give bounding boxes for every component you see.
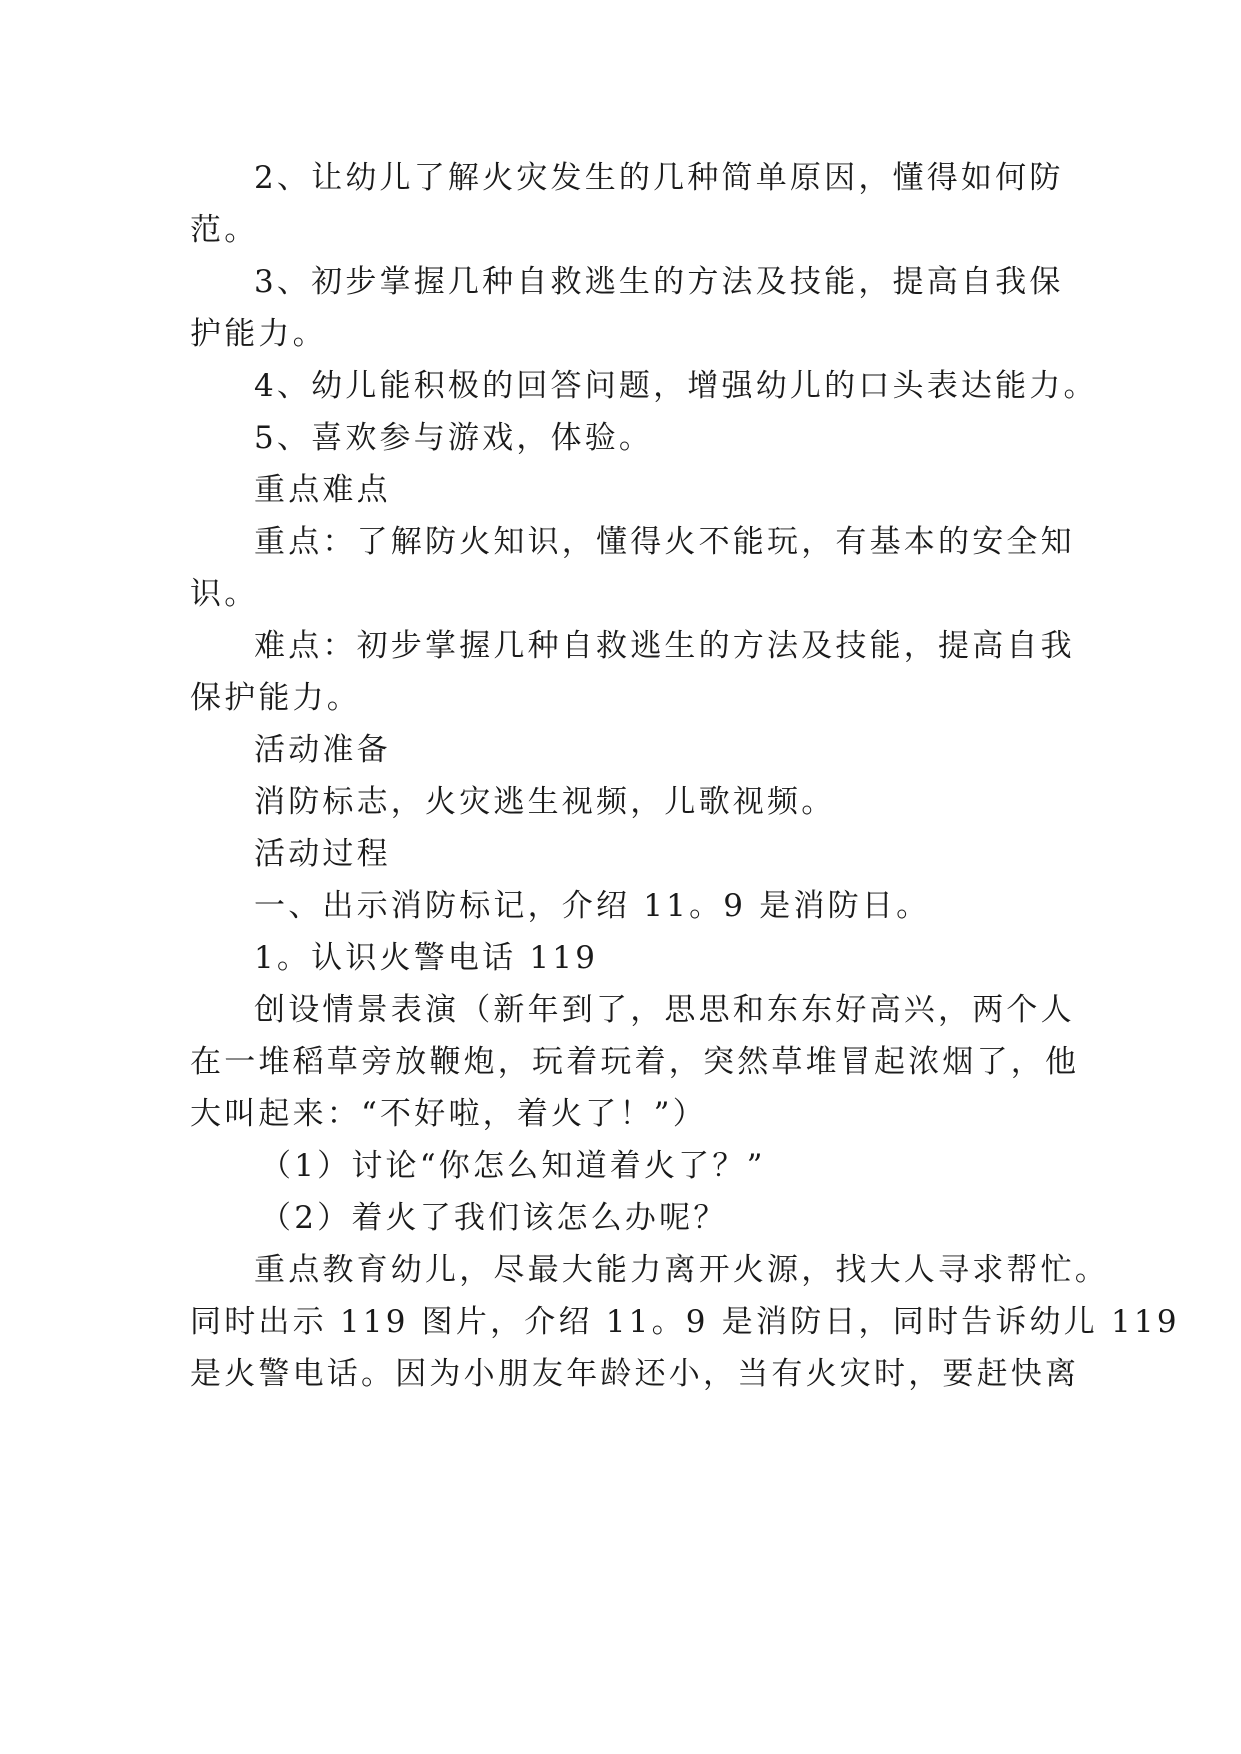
- paragraph-education-cont-2: 是火警电话。因为小朋友年龄还小，当有火灾时，要赶快离: [190, 1356, 1080, 1392]
- paragraph-goal-2-cont: 范。: [190, 212, 259, 248]
- paragraph-key-point-cont: 识。: [190, 576, 259, 612]
- paragraph-discussion-1: （1）讨论“你怎么知道着火了？”: [260, 1148, 766, 1184]
- paragraph-preparation: 消防标志，火灾逃生视频，儿歌视频。: [254, 784, 836, 820]
- paragraph-scenario: 创设情景表演（新年到了，思思和东东好高兴，两个人: [254, 992, 1075, 1028]
- paragraph-goal-3: 3、初步掌握几种自救逃生的方法及技能，提高自我保: [254, 264, 1064, 300]
- paragraph-step-one: 一、出示消防标记，介绍 11。9 是消防日。: [254, 888, 931, 924]
- paragraph-step-one-1: 1。认识火警电话 119: [254, 940, 599, 976]
- section-heading-preparation: 活动准备: [254, 732, 391, 768]
- paragraph-difficulty-cont: 保护能力。: [190, 680, 361, 716]
- paragraph-scenario-cont-1: 在一堆稻草旁放鞭炮，玩着玩着，突然草堆冒起浓烟了，他: [190, 1044, 1080, 1080]
- paragraph-goal-4: 4、幼儿能积极的回答问题，增强幼儿的口头表达能力。: [254, 368, 1098, 404]
- paragraph-education-cont-1: 同时出示 119 图片，介绍 11。9 是消防日，同时告诉幼儿 119: [190, 1304, 1180, 1340]
- paragraph-difficulty: 难点：初步掌握几种自救逃生的方法及技能，提高自我: [254, 628, 1075, 664]
- section-heading-process: 活动过程: [254, 836, 391, 872]
- paragraph-goal-3-cont: 护能力。: [190, 316, 327, 352]
- paragraph-scenario-cont-2: 大叫起来：“不好啦，着火了！”）: [190, 1096, 707, 1132]
- paragraph-key-point: 重点：了解防火知识，懂得火不能玩，有基本的安全知: [254, 524, 1075, 560]
- paragraph-goal-2: 2、让幼儿了解火灾发生的几种简单原因，懂得如何防: [254, 160, 1064, 196]
- paragraph-education: 重点教育幼儿，尽最大能力离开火源，找大人寻求帮忙。: [254, 1252, 1109, 1288]
- section-heading-key-points: 重点难点: [254, 472, 391, 508]
- paragraph-goal-5: 5、喜欢参与游戏，体验。: [254, 420, 654, 456]
- paragraph-discussion-2: （2）着火了我们该怎么办呢？: [260, 1200, 728, 1236]
